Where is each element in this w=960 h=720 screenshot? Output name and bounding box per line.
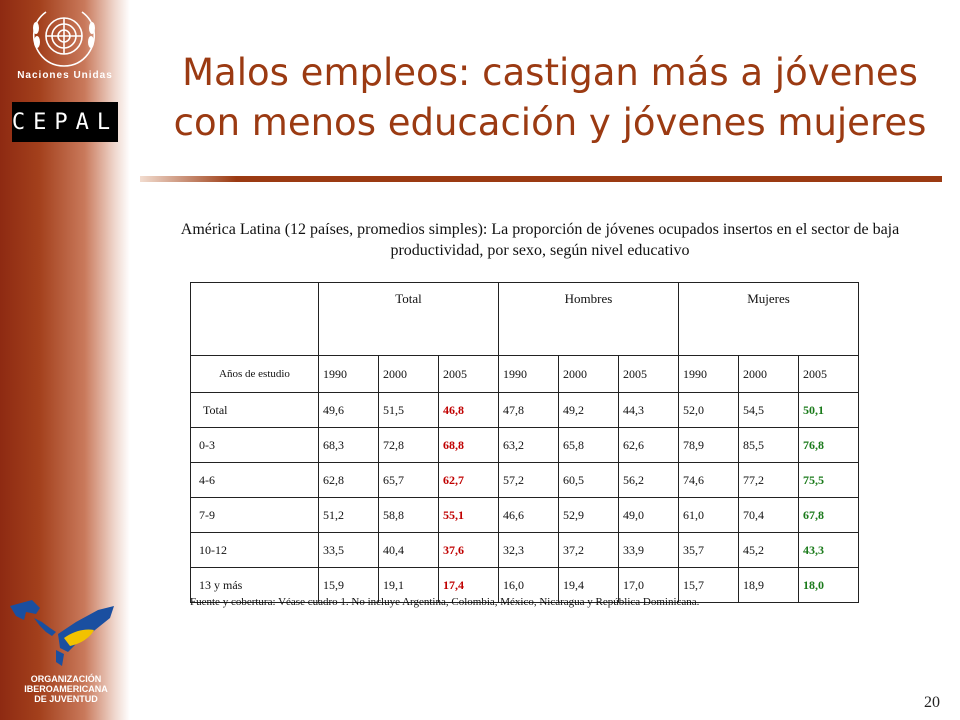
table-cell: 52,0 [679, 393, 739, 428]
table-cell: 32,3 [499, 533, 559, 568]
table-cell: 45,2 [739, 533, 799, 568]
cepal-logo [12, 102, 118, 142]
table-cell: 49,0 [619, 498, 679, 533]
footnote: Fuente y cobertura: Véase cuadro 1. No incluye Argentina, Colombia, México, Nicaragua y República Dominicana. [190, 596, 700, 608]
table-row [191, 498, 859, 533]
table-cell: 62,6 [619, 428, 679, 463]
table-cell: 37,2 [559, 533, 619, 568]
year-header: 2000 [379, 356, 439, 393]
oij-label-line: IBEROAMERICANA [24, 684, 108, 694]
title-line-1: Malos empleos: castigan más a jóvenes [182, 51, 918, 94]
page-number: 20 [924, 694, 940, 711]
year-header: 1990 [319, 356, 379, 393]
table-cell: 33,5 [319, 533, 379, 568]
table-cell: 18,9 [739, 568, 799, 603]
table-cell: 15,9 [319, 568, 379, 603]
table-cell: 49,2 [559, 393, 619, 428]
data-table [190, 282, 859, 603]
table-cell: 68,8 [439, 428, 499, 463]
table-cell: 17,0 [619, 568, 679, 603]
year-header: 2005 [799, 356, 859, 393]
group-header-mujeres: Mujeres [679, 283, 859, 356]
table-cell: 67,8 [799, 498, 859, 533]
table-cell: 52,9 [559, 498, 619, 533]
year-header: 2005 [439, 356, 499, 393]
table-cell: 43,3 [799, 533, 859, 568]
table-cell: 55,1 [439, 498, 499, 533]
table-cell: 37,6 [439, 533, 499, 568]
year-header: 2000 [739, 356, 799, 393]
group-header-row [191, 283, 859, 356]
table-cell: 44,3 [619, 393, 679, 428]
row-label: 4-6 [191, 463, 319, 498]
table-cell: 76,8 [799, 428, 859, 463]
caption-line-2: productividad, por sexo, según nivel educativo [390, 242, 690, 259]
table-cell: 19,4 [559, 568, 619, 603]
row-header-label: Años de estudio [191, 356, 319, 393]
title-line-2: con menos educación y jóvenes mujeres [173, 101, 927, 144]
table-cell: 68,3 [319, 428, 379, 463]
table-cell: 85,5 [739, 428, 799, 463]
table-cell: 33,9 [619, 533, 679, 568]
table-cell: 46,8 [439, 393, 499, 428]
table-cell: 51,2 [319, 498, 379, 533]
table-row [191, 428, 859, 463]
un-emblem-logo [24, 6, 104, 70]
table-cell: 58,8 [379, 498, 439, 533]
table-cell: 18,0 [799, 568, 859, 603]
oij-label-line: DE JUVENTUD [34, 694, 98, 704]
year-header: 1990 [499, 356, 559, 393]
oij-map-logo [6, 592, 124, 672]
year-header-row [191, 356, 859, 393]
table-cell: 62,8 [319, 463, 379, 498]
year-header: 2005 [619, 356, 679, 393]
row-label: 13 y más [191, 568, 319, 603]
table-cell: 54,5 [739, 393, 799, 428]
table-cell: 61,0 [679, 498, 739, 533]
oij-label-line: ORGANIZACIÓN [30, 674, 102, 684]
row-label: Total [191, 393, 319, 428]
table-cell: 47,8 [499, 393, 559, 428]
table-cell: 65,8 [559, 428, 619, 463]
table-cell: 77,2 [739, 463, 799, 498]
row-label: 10-12 [191, 533, 319, 568]
table-cell: 63,2 [499, 428, 559, 463]
table-row [191, 533, 859, 568]
table-cell: 40,4 [379, 533, 439, 568]
table-cell: 72,8 [379, 428, 439, 463]
caption-line-1: América Latina (12 países, promedios simples): La proporción de jóvenes ocupados insertos en el sector de baja [180, 221, 900, 238]
table-cell: 50,1 [799, 393, 859, 428]
table-cell: 15,7 [679, 568, 739, 603]
table-caption [140, 219, 940, 261]
table-cell: 49,6 [319, 393, 379, 428]
empty-header-cell [191, 283, 319, 356]
row-label: 7-9 [191, 498, 319, 533]
table-cell: 17,4 [439, 568, 499, 603]
year-header: 1990 [679, 356, 739, 393]
table-cell: 62,7 [439, 463, 499, 498]
table-cell: 57,2 [499, 463, 559, 498]
table-row [191, 463, 859, 498]
group-header-total: Total [319, 283, 499, 356]
table-cell: 74,6 [679, 463, 739, 498]
table-cell: 70,4 [739, 498, 799, 533]
table-cell: 35,7 [679, 533, 739, 568]
slide-title [140, 48, 960, 148]
title-underline [140, 176, 942, 182]
group-header-hombres: Hombres [499, 283, 679, 356]
table-cell: 75,5 [799, 463, 859, 498]
table-cell: 78,9 [679, 428, 739, 463]
table-cell: 19,1 [379, 568, 439, 603]
cepal-label: CEPAL [11, 109, 119, 135]
oij-label [0, 674, 132, 704]
table-cell: 65,7 [379, 463, 439, 498]
row-label: 0-3 [191, 428, 319, 463]
table-row [191, 393, 859, 428]
table-cell: 56,2 [619, 463, 679, 498]
year-header: 2000 [559, 356, 619, 393]
table-cell: 46,6 [499, 498, 559, 533]
un-label: Naciones Unidas [17, 70, 113, 81]
table-cell: 51,5 [379, 393, 439, 428]
table-body [191, 393, 859, 603]
table-cell: 60,5 [559, 463, 619, 498]
table-cell: 16,0 [499, 568, 559, 603]
